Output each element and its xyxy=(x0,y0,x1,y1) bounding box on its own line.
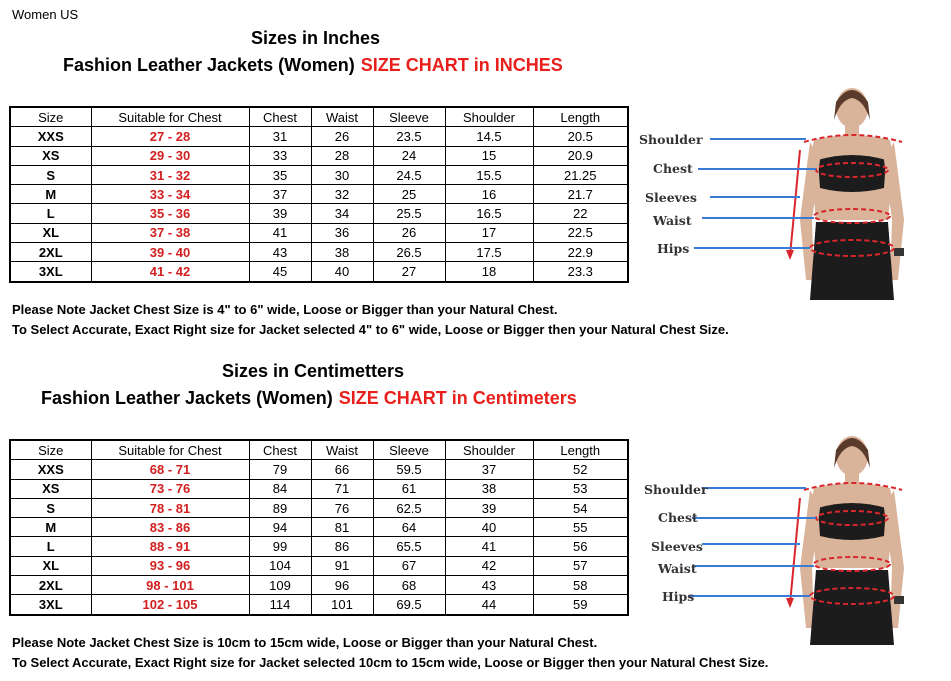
inches-table-cell: XL xyxy=(10,223,91,242)
cm-table-cell: 86 xyxy=(311,537,373,556)
cm-table-cell: 55 xyxy=(533,518,628,537)
figure-label-shoulder: Shoulder xyxy=(644,482,708,497)
inches-table-cell: 25 xyxy=(373,185,445,204)
inches-table-cell: 2XL xyxy=(10,243,91,262)
measurement-figure-cm xyxy=(640,430,930,645)
figure-label-chest: Chest xyxy=(658,510,698,525)
inches-table-cell: 31 - 32 xyxy=(91,165,249,184)
inches-table-cell: 21.25 xyxy=(533,165,628,184)
cm-table-cell: 54 xyxy=(533,498,628,517)
cm-column-header: Chest xyxy=(249,440,311,460)
inches-table-cell: 27 xyxy=(373,262,445,282)
inches-table-cell: 20.9 xyxy=(533,146,628,165)
cm-table-cell: 99 xyxy=(249,537,311,556)
cm-table-cell: 52 xyxy=(533,460,628,479)
cm-table-cell: 69.5 xyxy=(373,595,445,615)
inches-table-cell: 26 xyxy=(311,127,373,146)
inches-table-cell: 22.9 xyxy=(533,243,628,262)
cm-table-cell: 79 xyxy=(249,460,311,479)
cm-subheading-red: SIZE CHART in Centimeters xyxy=(338,388,577,408)
cm-table-cell: 102 - 105 xyxy=(91,595,249,615)
inches-table-cell: 45 xyxy=(249,262,311,282)
cm-table-row xyxy=(10,576,628,595)
inches-table-cell: M xyxy=(10,185,91,204)
inches-table-cell: 35 xyxy=(249,165,311,184)
cm-table-cell: 89 xyxy=(249,498,311,517)
inches-table-cell: 21.7 xyxy=(533,185,628,204)
inches-table-cell: 26 xyxy=(373,223,445,242)
model-silhouette xyxy=(800,88,904,300)
cm-table-cell: 91 xyxy=(311,556,373,575)
inches-table-cell: 37 - 38 xyxy=(91,223,249,242)
cm-note-1: Please Note Jacket Chest Size is 10cm to 15cm wide, Loose or Bigger than your Natural Chest. xyxy=(12,635,598,650)
cm-table-cell: 44 xyxy=(445,595,533,615)
cm-column-header: Length xyxy=(533,440,628,460)
inches-note-1: Please Note Jacket Chest Size is 4" to 6" wide, Loose or Bigger than your Natural Chest. xyxy=(12,302,558,317)
cm-table-cell: 94 xyxy=(249,518,311,537)
inches-table-cell: 18 xyxy=(445,262,533,282)
cm-column-header: Sleeve xyxy=(373,440,445,460)
inches-table-cell: 23.3 xyxy=(533,262,628,282)
inches-table-cell: 33 xyxy=(249,146,311,165)
cm-table-cell: 98 - 101 xyxy=(91,576,249,595)
inches-table-cell: 3XL xyxy=(10,262,91,282)
inches-table-cell: 36 xyxy=(311,223,373,242)
cm-table-cell: 65.5 xyxy=(373,537,445,556)
cm-table-row xyxy=(10,537,628,556)
inches-table-cell: 28 xyxy=(311,146,373,165)
cm-table-row xyxy=(10,556,628,575)
cm-table-cell: 83 - 86 xyxy=(91,518,249,537)
cm-table-cell: 68 - 71 xyxy=(91,460,249,479)
figure-label-sleeves: Sleeves xyxy=(651,539,703,554)
inches-table-cell: 15 xyxy=(445,146,533,165)
inches-table-cell: 16.5 xyxy=(445,204,533,223)
cm-table-cell: 66 xyxy=(311,460,373,479)
cm-table-cell: 53 xyxy=(533,479,628,498)
inches-table-cell: 35 - 36 xyxy=(91,204,249,223)
inches-table-cell: 34 xyxy=(311,204,373,223)
cm-table-cell: 73 - 76 xyxy=(91,479,249,498)
cm-table-cell: 40 xyxy=(445,518,533,537)
cm-table-cell: 41 xyxy=(445,537,533,556)
figure-label-sleeves: Sleeves xyxy=(645,190,697,205)
inches-table-row xyxy=(10,204,628,223)
cm-column-header: Suitable for Chest xyxy=(91,440,249,460)
cm-subheading-text: Fashion Leather Jackets (Women) xyxy=(41,388,333,408)
inches-table-cell: 26.5 xyxy=(373,243,445,262)
cm-table-cell: 71 xyxy=(311,479,373,498)
inches-table-cell: 43 xyxy=(249,243,311,262)
inches-column-header: Chest xyxy=(249,107,311,127)
cm-table-cell: 57 xyxy=(533,556,628,575)
inches-table-cell: S xyxy=(10,165,91,184)
cm-column-header: Shoulder xyxy=(445,440,533,460)
cm-heading: Sizes in Centimetters xyxy=(222,361,405,381)
inches-subheading xyxy=(63,55,563,76)
inches-table-cell: 39 - 40 xyxy=(91,243,249,262)
cm-table-row xyxy=(10,518,628,537)
cm-table-cell: L xyxy=(10,537,91,556)
cm-table-cell: 93 - 96 xyxy=(91,556,249,575)
inches-table-cell: 22 xyxy=(533,204,628,223)
inches-heading: Sizes in Inches xyxy=(251,28,381,48)
inches-table-cell: 27 - 28 xyxy=(91,127,249,146)
inches-table-cell: 31 xyxy=(249,127,311,146)
inches-table-cell: 37 xyxy=(249,185,311,204)
cm-table-cell: 62.5 xyxy=(373,498,445,517)
cm-table-cell: 76 xyxy=(311,498,373,517)
cm-table-row xyxy=(10,479,628,498)
cm-table-cell: XL xyxy=(10,556,91,575)
inches-subheading-red: SIZE CHART in INCHES xyxy=(360,55,563,75)
inches-table-row xyxy=(10,223,628,242)
cm-table-cell: 59.5 xyxy=(373,460,445,479)
cm-table-cell: 104 xyxy=(249,556,311,575)
inches-column-header: Suitable for Chest xyxy=(91,107,249,127)
inches-table-cell: 24.5 xyxy=(373,165,445,184)
inches-table-cell: 29 - 30 xyxy=(91,146,249,165)
region-label: Women US xyxy=(12,7,79,22)
cm-table-cell: 56 xyxy=(533,537,628,556)
inches-table-cell: 15.5 xyxy=(445,165,533,184)
cm-table-cell: 39 xyxy=(445,498,533,517)
inches-table-row xyxy=(10,127,628,146)
measurement-figure-inches xyxy=(632,80,922,300)
inches-table-cell: 32 xyxy=(311,185,373,204)
inches-column-header: Shoulder xyxy=(445,107,533,127)
figure-label-waist: Waist xyxy=(653,213,692,228)
cm-note-2: To Select Accurate, Exact Right size for Jacket selected 10cm to 15cm wide, Loose or Bigger then your Natural Chest Size. xyxy=(12,655,769,670)
inches-table-cell: 24 xyxy=(373,146,445,165)
cm-table-cell: 68 xyxy=(373,576,445,595)
cm-table-cell: 96 xyxy=(311,576,373,595)
cm-table-cell: M xyxy=(10,518,91,537)
inches-table-row xyxy=(10,165,628,184)
inches-table-cell: 16 xyxy=(445,185,533,204)
cm-table-cell: 43 xyxy=(445,576,533,595)
inches-table-cell: 33 - 34 xyxy=(91,185,249,204)
cm-table-cell: 88 - 91 xyxy=(91,537,249,556)
inches-table-cell: L xyxy=(10,204,91,223)
inches-size-table xyxy=(9,106,629,283)
inches-table-cell: 39 xyxy=(249,204,311,223)
cm-table-row xyxy=(10,460,628,479)
inches-table-cell: 38 xyxy=(311,243,373,262)
inches-subheading-text: Fashion Leather Jackets (Women) xyxy=(63,55,355,75)
inches-table-cell: 25.5 xyxy=(373,204,445,223)
inches-table-cell: 40 xyxy=(311,262,373,282)
inches-table-cell: 41 xyxy=(249,223,311,242)
cm-table-cell: 109 xyxy=(249,576,311,595)
cm-table-cell: 81 xyxy=(311,518,373,537)
inches-table-row xyxy=(10,262,628,282)
inches-note-2: To Select Accurate, Exact Right size for Jacket selected 4" to 6" wide, Loose or Bigger then your Natural Chest Size. xyxy=(12,322,729,337)
cm-table-cell: 64 xyxy=(373,518,445,537)
cm-table-cell: XS xyxy=(10,479,91,498)
cm-subheading xyxy=(41,388,577,409)
cm-table-cell: 3XL xyxy=(10,595,91,615)
inches-table-row xyxy=(10,185,628,204)
cm-table-cell: 101 xyxy=(311,595,373,615)
cm-table-cell: 58 xyxy=(533,576,628,595)
cm-column-header: Size xyxy=(10,440,91,460)
inches-table-row xyxy=(10,243,628,262)
figure-label-hips: Hips xyxy=(657,241,690,256)
inches-table-cell: 30 xyxy=(311,165,373,184)
inches-table-cell: XS xyxy=(10,146,91,165)
inches-table-cell: 17.5 xyxy=(445,243,533,262)
cm-column-header: Waist xyxy=(311,440,373,460)
cm-header-row xyxy=(10,440,628,460)
inches-table-cell: 20.5 xyxy=(533,127,628,146)
figure-label-waist: Waist xyxy=(658,561,697,576)
model-silhouette xyxy=(800,436,904,645)
cm-table-cell: 38 xyxy=(445,479,533,498)
cm-table-row xyxy=(10,498,628,517)
cm-table-row xyxy=(10,595,628,615)
cm-table-cell: 84 xyxy=(249,479,311,498)
cm-table-cell: S xyxy=(10,498,91,517)
cm-size-table xyxy=(9,439,629,616)
cm-table-cell: 42 xyxy=(445,556,533,575)
cm-table-cell: 61 xyxy=(373,479,445,498)
cm-table-cell: 59 xyxy=(533,595,628,615)
cm-table-cell: 114 xyxy=(249,595,311,615)
figure-label-shoulder: Shoulder xyxy=(639,132,703,147)
inches-table-cell: 23.5 xyxy=(373,127,445,146)
inches-column-header: Waist xyxy=(311,107,373,127)
inches-column-header: Sleeve xyxy=(373,107,445,127)
inches-table-cell: XXS xyxy=(10,127,91,146)
cm-table-cell: XXS xyxy=(10,460,91,479)
cm-table-cell: 2XL xyxy=(10,576,91,595)
cm-table-cell: 37 xyxy=(445,460,533,479)
inches-table-cell: 17 xyxy=(445,223,533,242)
inches-table-cell: 22.5 xyxy=(533,223,628,242)
inches-table-cell: 41 - 42 xyxy=(91,262,249,282)
inches-column-header: Size xyxy=(10,107,91,127)
inches-table-row xyxy=(10,146,628,165)
cm-table-cell: 67 xyxy=(373,556,445,575)
inches-column-header: Length xyxy=(533,107,628,127)
cm-table-cell: 78 - 81 xyxy=(91,498,249,517)
inches-table-cell: 14.5 xyxy=(445,127,533,146)
inches-header-row xyxy=(10,107,628,127)
figure-label-hips: Hips xyxy=(662,589,695,604)
figure-label-chest: Chest xyxy=(653,161,693,176)
